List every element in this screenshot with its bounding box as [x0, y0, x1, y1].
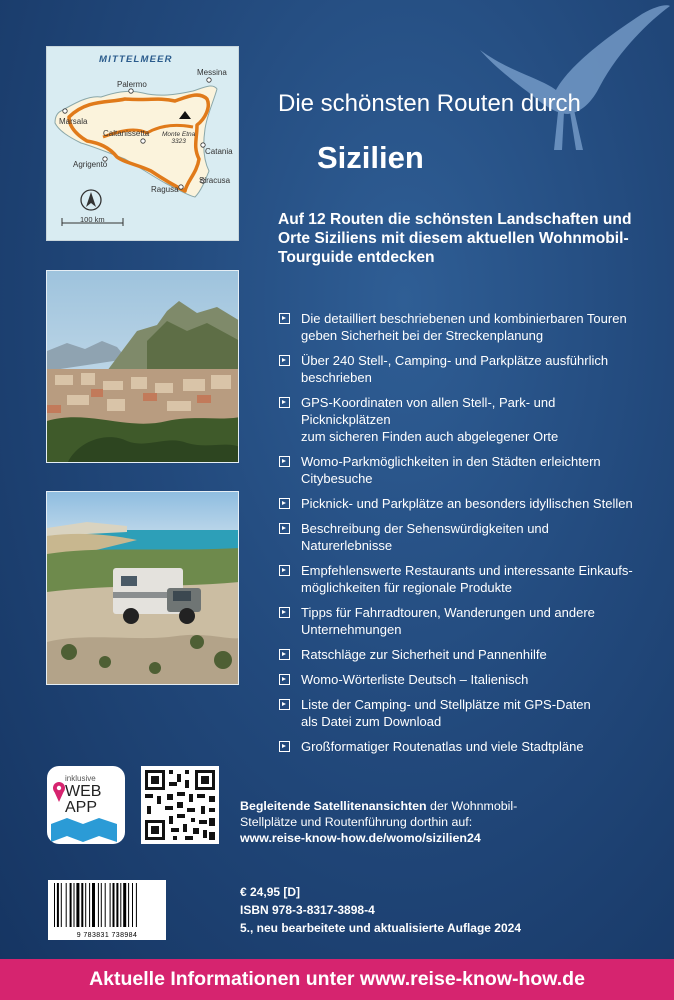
feature-text: GPS-Koordinaten von allen Stell-, Park- und Picknickplätzen zum sicheren Finden auch abgelegener Orte	[301, 395, 559, 444]
isbn: ISBN 978-3-8317-3898-4	[240, 903, 375, 917]
list-item	[279, 562, 639, 596]
price-block	[240, 883, 521, 937]
feature-text: Womo-Parkmöglichkeiten in den Städten erleichtern Citybesuche	[301, 454, 601, 486]
intro-text: Auf 12 Routen die schönsten Landschaften und Orte Siziliens mit diesem aktuellen Wohnmobil-Tourguide entdecken	[278, 211, 632, 266]
promo-text	[240, 798, 570, 846]
book-title: Sizilien	[317, 140, 424, 175]
arrow-box-icon	[279, 674, 290, 685]
arrow-box-icon	[279, 355, 290, 366]
arrow-box-icon	[279, 565, 290, 576]
web-app-line2: APP	[65, 799, 98, 816]
footer-banner[interactable]: Aktuelle Informationen unter www.reise-know-how.de	[0, 959, 674, 1000]
arrow-box-icon	[279, 498, 290, 509]
arrow-box-icon	[279, 523, 290, 534]
feature-text: Ratschläge zur Sicherheit und Pannenhilfe	[301, 647, 547, 662]
city-label: Messina	[197, 68, 227, 77]
taormina-photo	[46, 270, 239, 463]
sicily-map	[46, 46, 239, 241]
arrow-box-icon	[279, 649, 290, 660]
barcode-number: 9 783831 738984	[76, 932, 138, 939]
feature-text: Empfehlenswerte Restaurants und interessante Einkaufs- möglichkeiten für regionale Produkte	[301, 563, 633, 595]
city-label: Catania	[205, 147, 233, 156]
peak-name: Monte Etna	[162, 131, 196, 138]
barcode	[48, 880, 166, 940]
web-app-badge[interactable]	[47, 766, 125, 844]
promo-url[interactable]: www.reise-know-how.de/womo/sizilien24	[240, 831, 481, 845]
arrow-box-icon	[279, 741, 290, 752]
feature-text: Großformatiger Routenatlas und viele Stadtpläne	[301, 739, 584, 754]
city-label: Agrigento	[73, 160, 108, 169]
price: € 24,95 [D]	[240, 885, 301, 899]
scale-label: 100 km	[80, 215, 105, 224]
list-item	[279, 671, 639, 688]
list-item	[279, 738, 639, 755]
bird-logo-icon	[470, 0, 674, 150]
headline: Die schönsten Routen durch	[278, 90, 581, 117]
list-item	[279, 696, 639, 730]
arrow-box-icon	[279, 699, 290, 710]
qr-code-icon	[141, 766, 219, 844]
peak-height: 3323	[171, 138, 186, 145]
barcode-bars	[48, 883, 166, 933]
feature-text: Liste der Camping- und Stellplätze mit GPS-Daten als Datei zum Download	[301, 697, 591, 729]
city-label: Marsala	[59, 117, 88, 126]
city-label: Palermo	[117, 80, 147, 89]
feature-text: Über 240 Stell-, Camping- und Parkplätze ausführlich beschrieben	[301, 353, 609, 385]
map-sea-label: MITTELMEER	[99, 54, 173, 65]
list-item	[279, 604, 639, 638]
arrow-box-icon	[279, 397, 290, 408]
camper-coast-photo	[46, 491, 239, 685]
list-item	[279, 495, 639, 512]
city-label: Caltanissetta	[103, 129, 150, 138]
list-item	[279, 310, 639, 344]
list-item	[279, 520, 639, 554]
qr-code[interactable]	[141, 766, 219, 844]
arrow-box-icon	[279, 456, 290, 467]
feature-text: Picknick- und Parkplätze an besonders idyllischen Stellen	[301, 496, 633, 511]
promo-bold: Begleitende Satellitenansichten	[240, 799, 427, 813]
list-item	[279, 646, 639, 663]
city-label: Siracusa	[199, 176, 231, 185]
compass-north-icon	[81, 190, 101, 210]
list-item	[279, 394, 639, 445]
map-pin-icon	[47, 766, 125, 844]
arrow-box-icon	[279, 313, 290, 324]
feature-text: Womo-Wörterliste Deutsch – Italienisch	[301, 672, 529, 687]
feature-text: Tipps für Fahrradtouren, Wanderungen und andere Unternehmungen	[301, 605, 595, 637]
feature-list	[279, 310, 639, 763]
list-item	[279, 453, 639, 487]
feature-text: Die detailliert beschriebenen und kombinierbaren Touren geben Sicherheit bei der Streckenplanung	[301, 311, 627, 343]
web-app-small-label: inklusive	[65, 774, 96, 783]
promo-body: der Wohnmobil-Stellplätze und Routenführung dorthin auf:	[240, 799, 518, 829]
list-item	[279, 352, 639, 386]
edition: 5., neu bearbeitete und aktualisierte Auflage 2024	[240, 921, 521, 935]
web-app-line1: WEB	[65, 783, 102, 800]
peak-label	[162, 131, 195, 145]
city-label: Ragusa	[151, 185, 179, 194]
arrow-box-icon	[279, 607, 290, 618]
feature-text: Beschreibung der Sehenswürdigkeiten und Naturerlebnisse	[301, 521, 549, 553]
